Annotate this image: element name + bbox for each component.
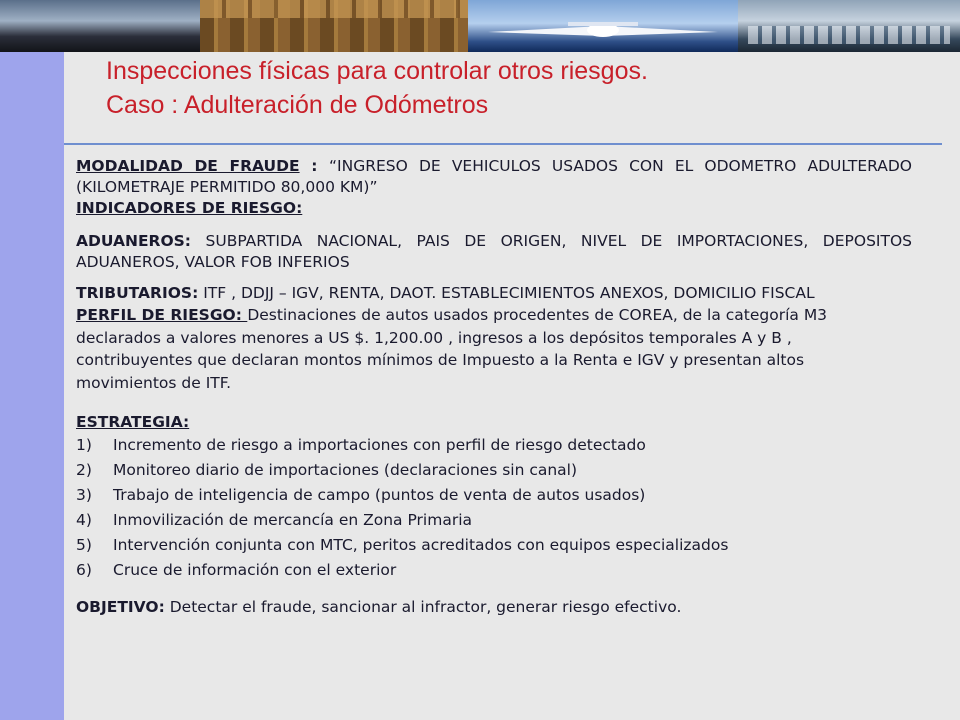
list-item-number: 6): [76, 561, 92, 579]
perfil-text: Destinaciones de autos usados procedentes de COREA, de la categoría M3 declarados a valores menores a US $. 1,200.00 , ingresos a los depósitos temporales A y B , contribuyentes que declaran montos mínimos de Impuesto a la Renta e IGV y presentan altos movimientos de ITF.: [76, 306, 828, 392]
list-item-number: 5): [76, 536, 92, 554]
list-item-number: 3): [76, 486, 92, 504]
list-item-number: 4): [76, 511, 92, 529]
indicadores-label: INDICADORES DE RIESGO:: [76, 199, 303, 217]
indicadores-section: [76, 198, 912, 219]
cargo-boxes-photo: [200, 0, 468, 52]
estrategia-section: [76, 412, 912, 433]
tributarios-label: TRIBUTARIOS:: [76, 284, 199, 302]
truck-photo: [0, 0, 200, 52]
list-item: [76, 483, 912, 508]
title-line-2: Caso : Adulteración de Odómetros: [106, 91, 489, 119]
estrategia-list: [76, 433, 912, 583]
list-item: [76, 458, 912, 483]
modalidad-section: [76, 156, 912, 198]
list-item-text: Incremento de riesgo a importaciones con perfil de riesgo detectado: [113, 436, 646, 454]
modalidad-separator: :: [299, 157, 330, 175]
list-item-number: 1): [76, 436, 92, 454]
page-title: [106, 54, 648, 122]
list-item: [76, 533, 912, 558]
aduaneros-text: SUBPARTIDA NACIONAL, PAIS DE ORIGEN, NIVEL DE IMPORTACIONES, DEPOSITOS ADUANEROS, VALOR FOB INFERIOS: [76, 232, 912, 271]
header-banner: [0, 0, 960, 52]
modalidad-text: “INGRESO DE VEHICULOS USADOS CON EL ODOMETRO ADULTERADO (KILOMETRAJE PERMITIDO 80,000 KM)”: [76, 157, 912, 196]
list-item-text: Intervención conjunta con MTC, peritos acreditados con equipos especializados: [113, 536, 729, 554]
list-item-text: Monitoreo diario de importaciones (declaraciones sin canal): [113, 461, 578, 479]
title-divider: [64, 143, 942, 145]
modalidad-label: MODALIDAD DE FRAUDE: [76, 157, 300, 175]
list-item-number: 2): [76, 461, 92, 479]
list-item-text: Trabajo de inteligencia de campo (puntos de venta de autos usados): [113, 486, 646, 504]
list-item: [76, 508, 912, 533]
tributarios-section: [76, 283, 866, 304]
objetivo-section: [76, 597, 912, 618]
list-item: [76, 558, 912, 583]
list-item-text: Cruce de información con el exterior: [113, 561, 397, 579]
left-accent-bar: [0, 52, 64, 720]
aduaneros-label: ADUANEROS:: [76, 232, 192, 250]
perfil-section: [76, 304, 901, 394]
tributarios-text: ITF , DDJJ – IGV, RENTA, DAOT. ESTABLECIMIENTOS ANEXOS, DOMICILIO FISCAL: [198, 284, 815, 302]
airplane-photo: [468, 0, 738, 52]
airplane-icon: [468, 14, 738, 44]
objetivo-label: OBJETIVO:: [76, 598, 165, 616]
list-item: [76, 433, 912, 458]
port-photo: [738, 0, 960, 52]
title-line-1: Inspecciones físicas para controlar otros riesgos.: [106, 57, 648, 85]
aduaneros-section: [76, 231, 912, 273]
content-body: [76, 156, 912, 618]
perfil-label: PERFIL DE RIESGO:: [76, 306, 248, 324]
objetivo-text: Detectar el fraude, sancionar al infractor, generar riesgo efectivo.: [164, 598, 682, 616]
list-item-text: Inmovilización de mercancía en Zona Primaria: [113, 511, 472, 529]
estrategia-label: ESTRATEGIA:: [76, 413, 190, 431]
